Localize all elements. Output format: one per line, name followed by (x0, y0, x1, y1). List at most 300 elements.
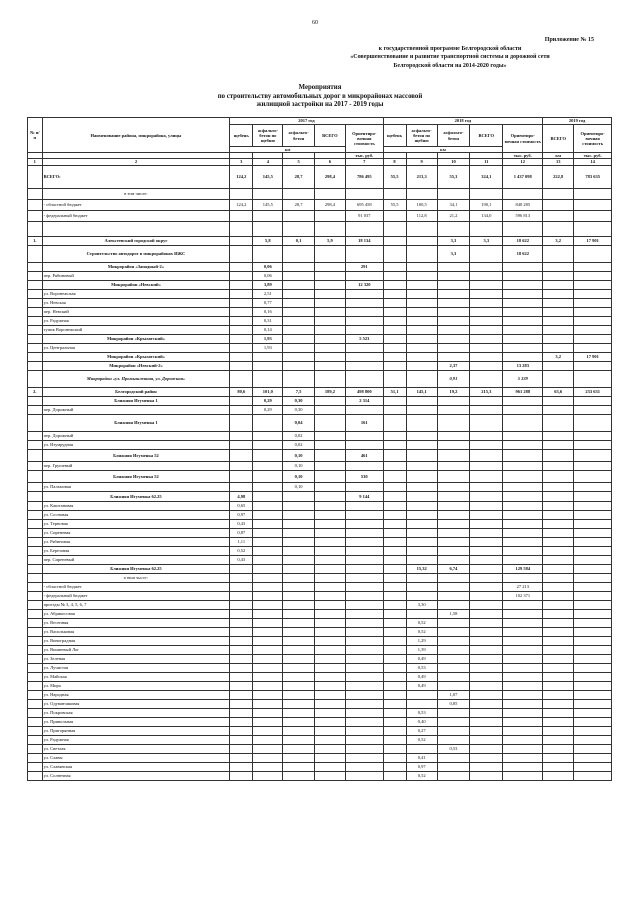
value-cell (383, 573, 406, 582)
value-cell (283, 528, 314, 537)
value-cell (383, 771, 406, 780)
value-cell (437, 491, 469, 501)
value-cell: 134,0 (470, 210, 503, 221)
value-cell (383, 343, 406, 352)
table-row (28, 762, 612, 771)
value-cell: 0,52 (406, 618, 437, 627)
header-cost: Ориентиро-вочная стоимость (503, 125, 543, 153)
value-cell (470, 636, 503, 645)
value-cell (543, 510, 574, 519)
row-name-cell: Ближняя Игуменка 62.25 (42, 491, 230, 501)
value-cell: 0,52 (406, 627, 437, 636)
value-cell: 18 134 (346, 236, 384, 245)
value-cell: 0,49 (406, 681, 437, 690)
row-number-cell (28, 645, 43, 654)
value-cell (230, 289, 253, 298)
value-cell (470, 726, 503, 735)
row-number-cell (28, 307, 43, 316)
value-cell (574, 573, 612, 582)
value-cell (543, 672, 574, 681)
value-cell (574, 245, 612, 262)
value-cell (470, 325, 503, 334)
value-cell (253, 440, 283, 449)
value-cell: 0,43 (230, 555, 253, 564)
value-cell (253, 654, 283, 663)
value-cell (383, 414, 406, 431)
value-cell (283, 654, 314, 663)
value-cell (346, 510, 384, 519)
value-cell (314, 325, 345, 334)
value-cell (314, 645, 345, 654)
value-cell (283, 491, 314, 501)
value-cell (346, 753, 384, 762)
row-name-cell: ул. Зеленая (42, 654, 230, 663)
value-cell (253, 663, 283, 672)
value-cell (314, 555, 345, 564)
value-cell (470, 690, 503, 699)
value-cell (314, 636, 345, 645)
value-cell (383, 528, 406, 537)
table-row (28, 361, 612, 370)
table-row (28, 510, 612, 519)
value-cell (543, 744, 574, 753)
header-year-2018: 2018 год (383, 118, 543, 125)
value-cell (383, 491, 406, 501)
value-cell: 0,53 (406, 708, 437, 717)
value-cell (230, 440, 253, 449)
row-number-cell (28, 396, 43, 405)
value-cell (406, 361, 437, 370)
value-cell: 0,49 (406, 672, 437, 681)
value-cell (253, 461, 283, 470)
row-number-cell (28, 663, 43, 672)
value-cell (574, 501, 612, 510)
value-cell (543, 600, 574, 609)
value-cell (543, 289, 574, 298)
value-cell (383, 708, 406, 717)
row-name-cell: Ближняя Игуменка 62.25 (42, 564, 230, 573)
row-number-cell (28, 262, 43, 271)
value-cell (253, 431, 283, 440)
value-cell (346, 519, 384, 528)
row-name-cell: ул. Рябиновая (42, 537, 230, 546)
value-cell: 3,2 (543, 236, 574, 245)
value-cell (314, 537, 345, 546)
appendix-header (300, 36, 600, 70)
value-cell (383, 431, 406, 440)
value-cell (574, 396, 612, 405)
header-asphalt-on-gravel: асфальто-бетон по щебню (406, 125, 437, 147)
row-name-cell: ул. Славянская (42, 762, 230, 771)
value-cell (406, 470, 437, 482)
row-number-cell (28, 717, 43, 726)
value-cell (503, 188, 543, 199)
row-number-cell (28, 600, 43, 609)
table-row (28, 280, 612, 289)
value-cell (253, 491, 283, 501)
value-cell (543, 735, 574, 744)
row-name-cell: ул. Светлая (42, 744, 230, 753)
header-unit-km: км (543, 153, 574, 159)
value-cell: 3,3 (437, 236, 469, 245)
value-cell: 222,8 (543, 165, 574, 188)
table-row (28, 528, 612, 537)
value-cell: 596 813 (503, 210, 543, 221)
value-cell (470, 414, 503, 431)
value-cell: 91 037 (346, 210, 384, 221)
value-cell (230, 482, 253, 491)
value-cell: 55,5 (383, 165, 406, 188)
row-number-cell (28, 672, 43, 681)
value-cell (470, 627, 503, 636)
value-cell: 19,2 (437, 387, 469, 396)
value-cell: 0,06 (253, 262, 283, 271)
value-cell (406, 482, 437, 491)
table-row (28, 414, 612, 431)
value-cell: 0,30 (283, 396, 314, 405)
value-cell (574, 491, 612, 501)
value-cell (383, 405, 406, 414)
row-name-cell: - областной бюджет (42, 582, 230, 591)
value-cell (470, 573, 503, 582)
value-cell (470, 280, 503, 289)
value-cell (383, 440, 406, 449)
value-cell (383, 717, 406, 726)
value-cell (230, 405, 253, 414)
column-number: 12 (503, 159, 543, 165)
value-cell (346, 555, 384, 564)
row-number-cell (28, 343, 43, 352)
header-asphalt-on-gravel: асфальто-бетон по щебню (253, 125, 283, 147)
value-cell (314, 618, 345, 627)
value-cell (543, 396, 574, 405)
value-cell (383, 482, 406, 491)
value-cell (574, 726, 612, 735)
row-name-cell: ул. Одуванчиковая (42, 699, 230, 708)
value-cell (503, 280, 543, 289)
value-cell (346, 325, 384, 334)
value-cell (470, 600, 503, 609)
value-cell (383, 298, 406, 307)
table-row (28, 165, 612, 188)
value-cell (230, 690, 253, 699)
value-cell (543, 271, 574, 280)
value-cell (253, 537, 283, 546)
row-name-cell: ул. Весенняя (42, 618, 230, 627)
value-cell: 1,58 (437, 609, 469, 618)
value-cell (346, 654, 384, 663)
value-cell (543, 699, 574, 708)
value-cell (574, 672, 612, 681)
value-cell (253, 414, 283, 431)
value-cell (383, 582, 406, 591)
value-cell (283, 289, 314, 298)
value-cell (503, 573, 543, 582)
value-cell (406, 491, 437, 501)
table-row (28, 440, 612, 449)
value-cell (230, 699, 253, 708)
value-cell (314, 744, 345, 753)
value-cell (543, 645, 574, 654)
value-cell (283, 546, 314, 555)
value-cell (406, 271, 437, 280)
value-cell (574, 334, 612, 343)
row-name-cell: пер. Дорожный (42, 405, 230, 414)
value-cell (346, 573, 384, 582)
value-cell (503, 316, 543, 325)
value-cell: 1,29 (406, 636, 437, 645)
value-cell (574, 307, 612, 316)
value-cell (574, 298, 612, 307)
value-cell (283, 361, 314, 370)
row-name-cell: тупик Воронежский (42, 325, 230, 334)
value-cell (230, 361, 253, 370)
value-cell (503, 762, 543, 771)
value-cell (543, 440, 574, 449)
value-cell (470, 289, 503, 298)
value-cell (543, 461, 574, 470)
column-number: 2 (42, 159, 230, 165)
value-cell (253, 717, 283, 726)
value-cell (574, 627, 612, 636)
value-cell (383, 370, 406, 387)
row-number-cell (28, 636, 43, 645)
value-cell (543, 370, 574, 387)
value-cell: 324,1 (470, 165, 503, 188)
value-cell (503, 431, 543, 440)
value-cell (346, 690, 384, 699)
value-cell (543, 564, 574, 573)
table-row (28, 573, 612, 582)
value-cell (543, 627, 574, 636)
table-row (28, 618, 612, 627)
value-cell (574, 449, 612, 461)
value-cell: 0,14 (253, 325, 283, 334)
value-cell (253, 753, 283, 762)
value-cell: 5 339 (503, 370, 543, 387)
value-cell (470, 510, 503, 519)
value-cell: 102 371 (503, 591, 543, 600)
value-cell (230, 262, 253, 271)
value-cell (230, 708, 253, 717)
value-cell (470, 501, 503, 510)
value-cell (543, 325, 574, 334)
value-cell: 215,3 (470, 387, 503, 396)
value-cell (314, 762, 345, 771)
value-cell (230, 771, 253, 780)
value-cell (437, 431, 469, 440)
value-cell (406, 510, 437, 519)
header-name: Наименование района, микрорайона, улицы (42, 118, 230, 153)
value-cell (314, 405, 345, 414)
value-cell (543, 361, 574, 370)
value-cell (543, 298, 574, 307)
table-row (28, 672, 612, 681)
value-cell (383, 654, 406, 663)
value-cell (346, 717, 384, 726)
value-cell (283, 245, 314, 262)
value-cell (470, 645, 503, 654)
value-cell (470, 528, 503, 537)
value-cell: 80,6 (230, 387, 253, 396)
value-cell (314, 501, 345, 510)
column-number: 13 (543, 159, 574, 165)
table-row (28, 555, 612, 564)
row-name-cell: Микрорайон «ул. Промышленная, ул. Дорожная» (42, 370, 230, 387)
value-cell (314, 672, 345, 681)
value-cell (437, 271, 469, 280)
header-total: ВСЕГО (543, 125, 574, 153)
value-cell (346, 582, 384, 591)
value-cell (470, 343, 503, 352)
value-cell (574, 735, 612, 744)
value-cell: 0,53 (437, 744, 469, 753)
value-cell (383, 307, 406, 316)
table-row (28, 221, 612, 236)
row-number-cell (28, 744, 43, 753)
value-cell (283, 280, 314, 289)
value-cell (470, 370, 503, 387)
row-number-cell (28, 352, 43, 361)
value-cell (346, 361, 384, 370)
value-cell (406, 298, 437, 307)
table-body (28, 165, 612, 780)
value-cell (230, 573, 253, 582)
value-cell (437, 708, 469, 717)
table-row (28, 699, 612, 708)
value-cell (574, 431, 612, 440)
value-cell: 5 523 (346, 334, 384, 343)
value-cell: 461 (346, 449, 384, 461)
row-number-cell (28, 510, 43, 519)
value-cell (253, 735, 283, 744)
value-cell (503, 449, 543, 461)
value-cell (346, 537, 384, 546)
value-cell (230, 627, 253, 636)
value-cell (230, 582, 253, 591)
value-cell (383, 289, 406, 298)
value-cell (346, 221, 384, 236)
column-number: 10 (437, 159, 469, 165)
value-cell (383, 609, 406, 618)
value-cell (470, 262, 503, 271)
value-cell (314, 564, 345, 573)
row-name-cell: ул. Народная (42, 690, 230, 699)
value-cell: 1,11 (230, 537, 253, 546)
value-cell (283, 717, 314, 726)
table-row (28, 735, 612, 744)
table-row (28, 482, 612, 491)
value-cell (230, 636, 253, 645)
value-cell (314, 708, 345, 717)
value-cell (470, 672, 503, 681)
row-number-cell (28, 440, 43, 449)
value-cell (543, 221, 574, 236)
value-cell (543, 537, 574, 546)
row-name-cell: ул. Славы (42, 753, 230, 762)
row-name-cell: пер. Сиреневый (42, 555, 230, 564)
value-cell (314, 726, 345, 735)
value-cell (383, 188, 406, 199)
value-cell (503, 298, 543, 307)
value-cell (283, 690, 314, 699)
row-number-cell (28, 289, 43, 298)
value-cell (437, 396, 469, 405)
value-cell (383, 510, 406, 519)
row-name-cell: ул. Солнечная (42, 771, 230, 780)
value-cell (283, 573, 314, 582)
value-cell (406, 591, 437, 600)
value-cell (437, 555, 469, 564)
value-cell (503, 744, 543, 753)
value-cell: 0,02 (283, 440, 314, 449)
value-cell (230, 298, 253, 307)
value-cell (503, 555, 543, 564)
value-cell (230, 618, 253, 627)
table-row (28, 396, 612, 405)
value-cell (470, 771, 503, 780)
value-cell (437, 188, 469, 199)
table-row (28, 609, 612, 618)
value-cell: 2 314 (346, 396, 384, 405)
value-cell (406, 221, 437, 236)
row-name-cell: ул. Мира (42, 681, 230, 690)
value-cell (383, 334, 406, 343)
value-cell: 0,97 (406, 762, 437, 771)
table-row (28, 654, 612, 663)
row-number-cell (28, 708, 43, 717)
value-cell (314, 271, 345, 280)
value-cell (314, 307, 345, 316)
value-cell (346, 316, 384, 325)
row-name-cell: ул. Абрикосовая (42, 609, 230, 618)
value-cell (346, 546, 384, 555)
value-cell (253, 210, 283, 221)
value-cell (437, 334, 469, 343)
value-cell (470, 271, 503, 280)
value-cell (437, 663, 469, 672)
table-row (28, 744, 612, 753)
value-cell (230, 316, 253, 325)
value-cell (314, 573, 345, 582)
value-cell (253, 645, 283, 654)
value-cell (406, 262, 437, 271)
value-cell (314, 681, 345, 690)
value-cell (253, 361, 283, 370)
value-cell: 2,51 (253, 289, 283, 298)
value-cell (574, 618, 612, 627)
value-cell (283, 352, 314, 361)
value-cell (230, 414, 253, 431)
value-cell (406, 280, 437, 289)
value-cell (383, 627, 406, 636)
value-cell: 28,7 (283, 165, 314, 188)
value-cell (230, 236, 253, 245)
value-cell (503, 307, 543, 316)
value-cell: 12 320 (346, 280, 384, 289)
value-cell (437, 591, 469, 600)
value-cell (437, 298, 469, 307)
value-cell (470, 762, 503, 771)
row-name-cell: проезды № 3, 4, 5, 6, 7 (42, 600, 230, 609)
value-cell (574, 519, 612, 528)
header-total: ВСЕГО (470, 125, 503, 147)
row-name-cell: Белгородский район (42, 387, 230, 396)
value-cell (383, 501, 406, 510)
value-cell (314, 370, 345, 387)
value-cell (543, 681, 574, 690)
value-cell: 0,02 (283, 431, 314, 440)
